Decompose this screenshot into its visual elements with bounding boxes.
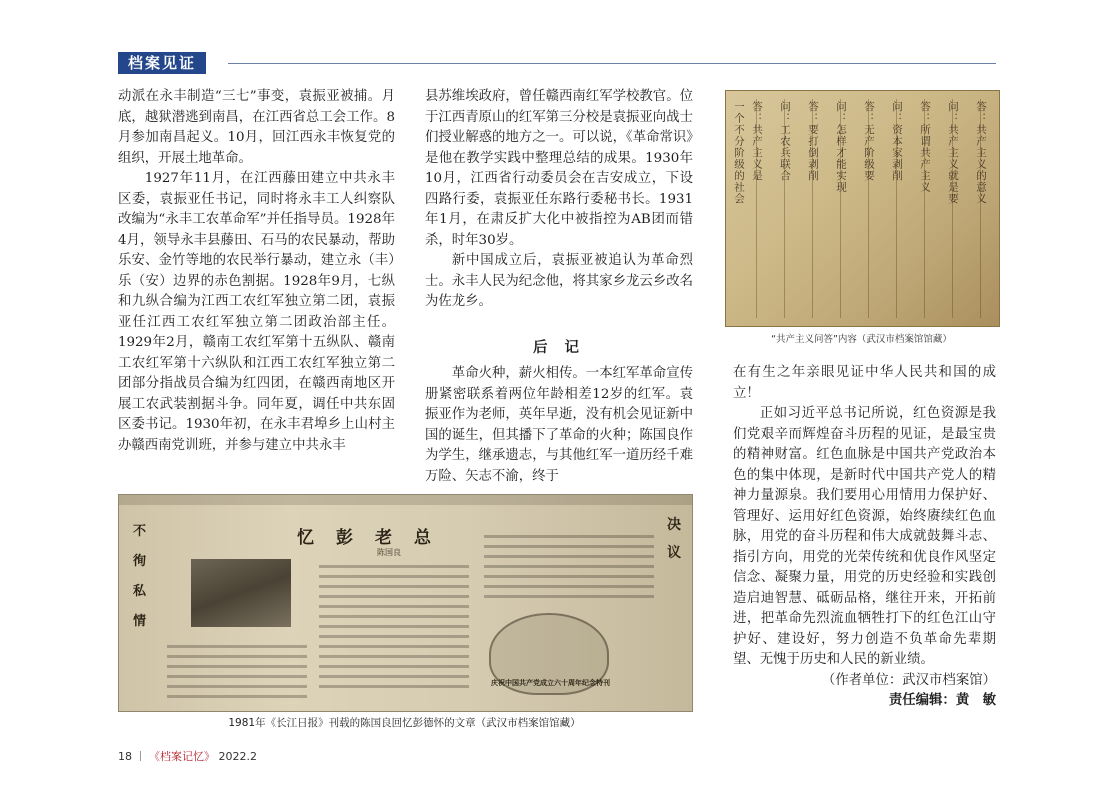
paragraph: 在有生之年亲眼见证中华人民共和国的成立！: [733, 365, 996, 401]
paragraph: 动派在永丰制造“三七”事变，袁振亚被捕。月底，越狱潜逃到南昌，在江西省总工会工作。8月参加南昌起义。10月，回江西永丰恢复党的组织，开展土地革命。: [118, 89, 395, 166]
page-number: 18: [118, 750, 132, 763]
manuscript-line: 答：要打倒剥削: [807, 101, 819, 182]
page-footer: [118, 748, 257, 764]
paragraph: 新中国成立后，袁振亚被追认为革命烈士。永丰人民为纪念他，将其家乡龙云乡改名为佐龙乡。: [425, 253, 693, 309]
manuscript-line: 答：无产阶级要: [863, 101, 875, 182]
manuscript-line: 答：所谓共产主义: [919, 101, 931, 193]
author-note: （作者单位：武汉市档案馆）: [821, 672, 996, 688]
newspaper-headline: 忆彭老总: [297, 528, 453, 548]
manuscript-line: 问：共产主义就是要: [947, 101, 959, 205]
issue-number: 2022.2: [218, 750, 257, 763]
manuscript-line: 问：怎样才能实现: [835, 101, 847, 193]
newspaper-photo: [191, 559, 291, 627]
magazine-title: 《档案记忆》: [149, 750, 215, 763]
manuscript-line: 答：共产主义是: [751, 101, 763, 182]
paragraph: 革命火种，薪火相传。一本红军革命宣传册紧密联系着两位年龄相差12岁的红军。袁振亚作为老师，英年早逝，没有机会见证新中国的诞生，但其播下了革命的火种；陈国良作为学生，继承遗志，与其他红军一道历经千难万险、矢志不渝，终于: [425, 366, 693, 484]
manuscript-image: [725, 90, 1000, 327]
column-2: [425, 87, 693, 313]
paragraph: 正如习近平总书记所说，红色资源是我们党艰辛而辉煌奋斗历程的见证，是最宝贵的精神财富。红色血脉是中国共产党政治本色的集中体现，是新时代中国共产党人的精神力量源泉。我们要用心用情用力保护好、管理好、运用好红色资源，始终赓续红色血脉，用党的奋斗历程和伟大成就鼓舞斗志、指引方向，用党的光荣传统和优良作风坚定信念、凝聚力量，用党的历史经验和实践创造启迪智慧、砥砺品格，继往开来，开拓前进，把革命先烈流血牺牲打下的红色江山守护好、建设好，努力创造不负革命先辈期望、无愧于历史和人民的新业绩。: [733, 406, 996, 667]
footer-separator: [140, 751, 141, 761]
manuscript-line: 问：资本家剥削: [891, 101, 903, 182]
section-title: 后 记: [532, 340, 586, 356]
newspaper-emblem-text: 庆祝中国共产党成立六十周年纪念特刊: [491, 678, 610, 687]
newspaper-image: [118, 494, 693, 712]
editor-credit: 责任编辑：黄 敏: [888, 693, 996, 708]
header-rule: [228, 63, 996, 64]
manuscript-line: 答：共产主义的意义: [975, 101, 987, 205]
figure-1-caption: “共产主义问答”内容（武汉市档案馆馆藏）: [771, 334, 952, 345]
paragraph: 县苏维埃政府，曾任赣西南红军学校教官。位于江西青原山的红军第三分校是袁振亚向战士们授业解惑的地方之一。可以说，《革命常识》是他在教学实践中整理总结的成果。1930年10月，江西省行动委员会在吉安成立，下设四路行委，袁振亚任东路行委秘书长。1931年1月，在肃反扩大化中被指控为AB团而错杀，时年30岁。: [425, 89, 693, 248]
paragraph: 1927年11月，在江西藤田建立中共永丰区委，袁振亚任书记，同时将永丰工人纠察队改编为“永丰工农革命军”并任指导员。1928年4月，领导永丰县藤田、石马的农民暴动，帮助乐安、金竹等地的农民举行暴动，建立永（丰）乐（安）边界的赤色割据。1928年9月，七纵和九纵合编为江西工农红军独立第二团，袁振亚任江西工农红军独立第二团政治部主任。1929年2月，赣南工农红军第十五纵队、赣南工农红军第十六纵队和江西工农红军独立第二团部分指战员合编为红四团，在赣西南地区开展工农武装割据斗争。同年夏，调任中共东固区委书记。1930年初，在永丰君埠乡上山村主办赣西南党训班，并参与建立中共永丰: [118, 171, 395, 453]
manuscript-line: 一个不分阶级的社会: [733, 101, 745, 205]
column-3: [733, 363, 996, 712]
column-2-afterword: [425, 364, 693, 487]
column-1: [118, 87, 395, 456]
manuscript-line: 问：工农兵联合: [779, 101, 791, 182]
newspaper-right-headline: 决议: [667, 517, 681, 561]
section-label: 档案见证: [118, 52, 206, 74]
newspaper-byline: 陈国良: [377, 548, 401, 557]
figure-2-caption: 1981年《长江日报》刊载的陈国良回忆彭德怀的文章（武汉市档案馆馆藏）: [228, 717, 581, 729]
newspaper-left-headline: 不徇私情: [133, 524, 147, 629]
